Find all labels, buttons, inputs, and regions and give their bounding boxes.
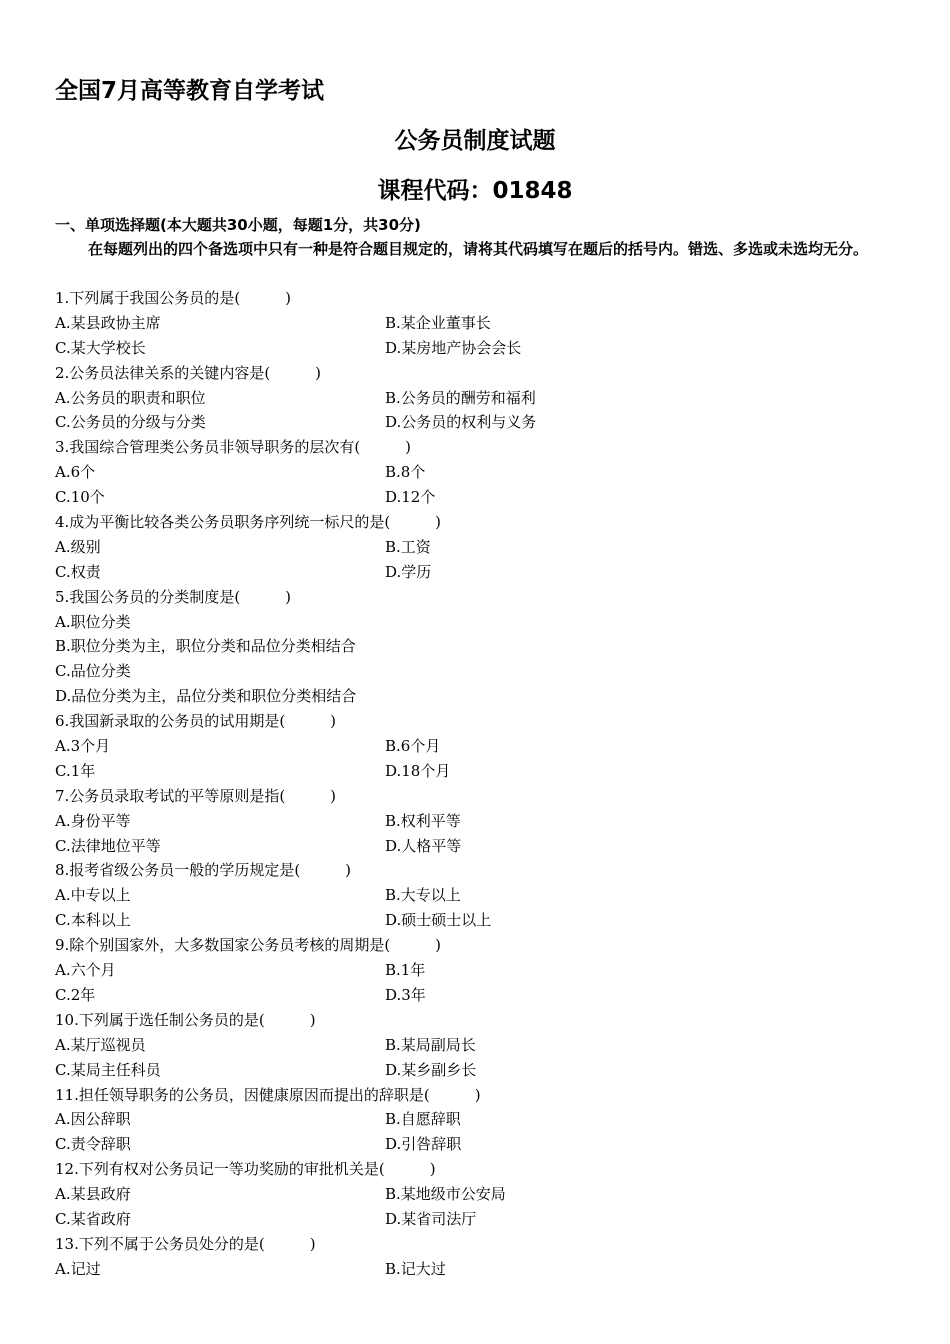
course-code: 课程代码：01848 <box>377 178 573 204</box>
question-stem: 2.公务员法律关系的关键内容是( ) <box>55 363 322 382</box>
subject-title: 公务员制度试题 <box>394 128 556 154</box>
answer-option: A.某厅巡视员 <box>55 1035 146 1054</box>
option-row <box>55 1107 915 1132</box>
option-row <box>55 1207 915 1232</box>
answer-option: A.某县政协主席 <box>55 313 161 332</box>
exam-title: 全国7月高等教育自学考试 <box>55 78 325 104</box>
answer-option: C.法律地位平等 <box>55 836 161 855</box>
answer-option: C.某省政府 <box>55 1209 131 1228</box>
answer-option: B.职位分类为主，职位分类和品位分类相结合 <box>55 637 356 656</box>
answer-option: D.12个 <box>385 488 436 507</box>
answer-option: C.1年 <box>55 761 96 780</box>
answer-option: B.某局副局长 <box>385 1035 476 1054</box>
option-row <box>55 460 915 485</box>
answer-option: C.某大学校长 <box>55 338 146 357</box>
answer-option: B.6个月 <box>385 737 441 756</box>
answer-option: C.10个 <box>55 488 105 507</box>
answer-option: D.某房地产协会会长 <box>385 338 522 357</box>
option-row <box>55 386 915 411</box>
answer-option: A.某县政府 <box>55 1185 131 1204</box>
question-stem: 4.成为平衡比较各类公务员职务序列统一标尺的是( ) <box>55 513 442 532</box>
answer-option: D.某省司法厅 <box>385 1209 477 1228</box>
question-stem: 3.我国综合管理类公务员非领导职务的层次有( ) <box>55 438 412 457</box>
answer-option: D.某乡副乡长 <box>385 1060 477 1079</box>
question-stem: 12.下列有权对公务员记一等功奖励的审批机关是( ) <box>55 1160 436 1179</box>
question-stem: 7.公务员录取考试的平等原则是指( ) <box>55 786 337 805</box>
option-row <box>55 410 915 435</box>
option-row <box>55 1257 915 1282</box>
question-stem: 11.担任领导职务的公务员，因健康原因而提出的辞职是( ) <box>55 1085 481 1104</box>
option-row <box>55 734 915 759</box>
option-row <box>55 485 915 510</box>
answer-option: B.1年 <box>385 961 426 980</box>
answer-option: B.大专以上 <box>385 886 461 905</box>
option-row <box>55 908 915 933</box>
question-stem: 5.我国公务员的分类制度是( ) <box>55 587 292 606</box>
answer-option: C.责令辞职 <box>55 1135 131 1154</box>
option-row <box>55 1182 915 1207</box>
question-list <box>55 286 915 1282</box>
option-row <box>55 1033 915 1058</box>
answer-option: A.3个月 <box>55 737 111 756</box>
answer-option: B.8个 <box>385 463 426 482</box>
answer-option: A.中专以上 <box>55 886 131 905</box>
answer-option: B.公务员的酬劳和福利 <box>385 388 536 407</box>
answer-option: B.权利平等 <box>385 811 461 830</box>
question-stem: 10.下列属于选任制公务员的是( ) <box>55 1010 316 1029</box>
answer-option: A.职位分类 <box>55 612 131 631</box>
answer-option: A.六个月 <box>55 961 116 980</box>
question-stem: 6.我国新录取的公务员的试用期是( ) <box>55 712 337 731</box>
answer-option: B.某企业董事长 <box>385 313 491 332</box>
option-row <box>55 759 915 784</box>
answer-option: D.引咎辞职 <box>385 1135 462 1154</box>
option-row <box>55 834 915 859</box>
answer-option: B.某地级市公安局 <box>385 1185 506 1204</box>
answer-option: B.工资 <box>385 537 431 556</box>
answer-option: D.学历 <box>385 562 432 581</box>
answer-option: B.自愿辞职 <box>385 1110 461 1129</box>
question-stem: 13.下列不属于公务员处分的是( ) <box>55 1234 316 1253</box>
answer-option: C.品位分类 <box>55 662 131 681</box>
answer-option: C.公务员的分级与分类 <box>55 413 206 432</box>
answer-option: D.品位分类为主，品位分类和职位分类相结合 <box>55 687 357 706</box>
option-row <box>55 983 915 1008</box>
question-stem: 9.除个别国家外，大多数国家公务员考核的周期是( ) <box>55 936 442 955</box>
option-row <box>55 883 915 908</box>
answer-option: C.权责 <box>55 562 101 581</box>
answer-option: A.公务员的职责和职位 <box>55 388 206 407</box>
option-row <box>55 1058 915 1083</box>
option-row <box>55 535 915 560</box>
answer-option: D.3年 <box>385 985 426 1004</box>
answer-option: A.因公辞职 <box>55 1110 131 1129</box>
answer-option: A.6个 <box>55 463 96 482</box>
question-stem: 1.下列属于我国公务员的是( ) <box>55 289 292 307</box>
question-stem: 8.报考省级公务员一般的学历规定是( ) <box>55 861 352 880</box>
option-row <box>55 560 915 585</box>
option-row <box>55 311 915 336</box>
answer-option: C.某局主任科员 <box>55 1060 161 1079</box>
answer-option: A.记过 <box>55 1259 101 1278</box>
answer-option: D.公务员的权利与义务 <box>385 413 537 432</box>
section-instructions: 在每题列出的四个备选项中只有一种是符合题目规定的，请将其代码填写在题后的括号内。错选、多选或未选均无分。 <box>88 240 869 258</box>
answer-option: D.18个月 <box>385 761 451 780</box>
option-row <box>55 1132 915 1157</box>
option-row <box>55 809 915 834</box>
section-heading: 一、单项选择题(本大题共30小题，每题1分，共30分) <box>55 216 421 234</box>
option-row <box>55 336 915 361</box>
answer-option: A.身份平等 <box>55 811 131 830</box>
answer-option: D.人格平等 <box>385 836 462 855</box>
answer-option: B.记大过 <box>385 1259 446 1278</box>
option-row <box>55 958 915 983</box>
answer-option: D.硕士硕士以上 <box>385 911 492 930</box>
answer-option: C.本科以上 <box>55 911 131 930</box>
answer-option: A.级别 <box>55 537 101 556</box>
answer-option: C.2年 <box>55 985 96 1004</box>
